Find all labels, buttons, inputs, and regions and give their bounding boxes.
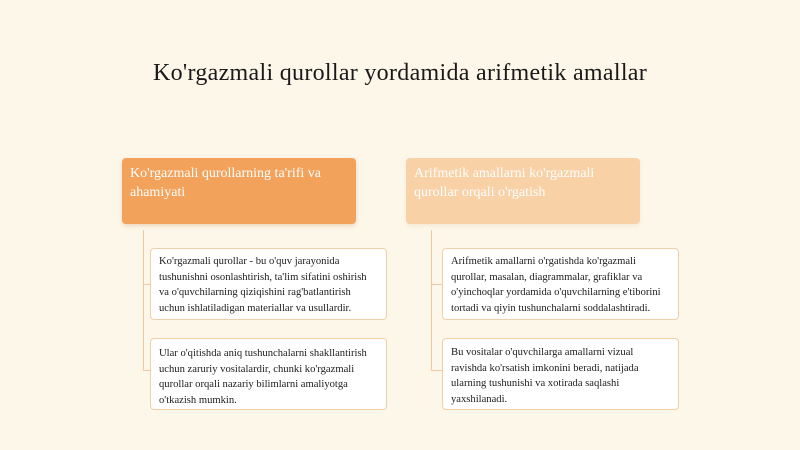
column-header-definition: Ko'rgazmali qurollarning ta'rifi va ahamiyati <box>122 158 356 224</box>
column-connector-right <box>431 230 432 370</box>
branch-line <box>143 370 150 371</box>
column-header-teaching: Arifmetik amallarni ko'rgazmali qurollar orqali o'rgatish <box>406 158 640 224</box>
info-card: Arifmetik amallarni o'rgatishda ko'rgazmali qurollar, masalan, diagrammalar, grafiklar va o'yinchoqlar yordamida o'quvchilarning e'tiborini tortadi va qiyin tushunchalarni soddalashtiradi. <box>442 248 679 320</box>
info-card: Bu vositalar o'quvchilarga amallarni vizual ravishda ko'rsatish imkonini beradi, natijada ularning tushunishi va xotirada saqlashi yaxshilanadi. <box>442 338 679 410</box>
info-card: Ular o'qitishda aniq tushunchalarni shakllantirish uchun zaruriy vositalardir, chunki ko'rgazmali qurollar orqali nazariy bilimlarni amaliyotga o'tkazish mumkin. <box>150 338 387 410</box>
branch-line <box>431 284 442 285</box>
branch-line <box>143 284 150 285</box>
slide-title: Ko'rgazmali qurollar yordamida arifmetik amallar <box>152 60 648 86</box>
branch-line <box>431 370 442 371</box>
info-card: Ko'rgazmali qurollar - bu o'quv jarayonida tushunishni osonlashtirish, ta'lim sifatini oshirish va o'quvchilarning qiziqishini rag'batlantirish uchun ishlatiladigan materiallar va usullardir. <box>150 248 387 320</box>
column-connector-left <box>143 230 144 370</box>
